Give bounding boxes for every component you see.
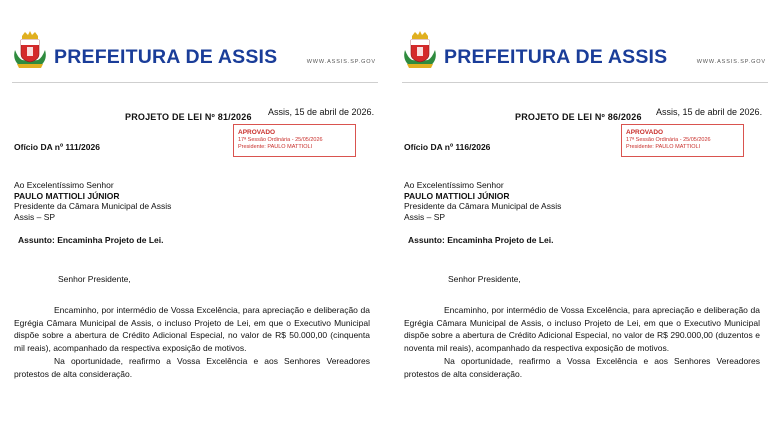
projeto-number: PROJETO DE LEI Nº 81/2026 bbox=[125, 112, 252, 122]
letter-body bbox=[404, 304, 760, 380]
body-paragraph-1: Encaminho, por intermédio de Vossa Excelência, para apreciação e deliberação da Egrégia Câmara Municipal de Assis, o incluso Projeto de Lei, em que o Executivo Municipal dispõe sobre a abertura de Crédito Adicional Especial, no valor de R$ 290.000,00 (duzentos e noventa mil reais), acompanhado da respectiva exposição de motivos. bbox=[404, 305, 760, 353]
letterhead bbox=[12, 30, 378, 74]
document-date: Assis, 15 de abril de 2026. bbox=[656, 107, 763, 117]
website-text: WWW.ASSIS.SP.GOV bbox=[696, 59, 766, 65]
header-divider bbox=[402, 82, 768, 83]
website-text: WWW.ASSIS.SP.GOV bbox=[306, 59, 376, 65]
letterhead bbox=[402, 30, 768, 74]
brand-title: PREFEITURA DE ASSIS bbox=[54, 46, 278, 68]
document-page-left bbox=[0, 0, 380, 432]
projeto-number: PROJETO DE LEI Nº 86/2026 bbox=[515, 112, 642, 122]
document-date: Assis, 15 de abril de 2026. bbox=[268, 107, 375, 117]
greeting: Senhor Presidente, bbox=[58, 274, 131, 284]
approval-stamp bbox=[233, 124, 356, 157]
oficio-number: Ofício DA nº 116/2026 bbox=[404, 142, 491, 152]
stamp-title: APROVADO bbox=[626, 129, 664, 136]
brand-title: PREFEITURA DE ASSIS bbox=[444, 46, 668, 68]
addressee-role: Presidente da Câmara Municipal de Assis bbox=[404, 201, 562, 211]
stamp-president: Presidente: PAULO MATTIOLI bbox=[238, 144, 313, 150]
addressee-city: Assis – SP bbox=[404, 211, 446, 222]
addressee-salutation: Ao Excelentíssimo Senhor bbox=[404, 180, 504, 190]
oficio-number: Ofício DA nº 111/2026 bbox=[14, 142, 100, 152]
letter-body bbox=[14, 304, 370, 380]
addressee-role: Presidente da Câmara Municipal de Assis bbox=[14, 201, 172, 211]
header-divider bbox=[12, 82, 378, 83]
stamp-title: APROVADO bbox=[238, 129, 276, 136]
addressee-city: Assis – SP bbox=[14, 211, 56, 222]
body-paragraph-2: Na oportunidade, reafirmo a Vossa Excelência e aos Senhores Vereadores protestos de alta consideração. bbox=[404, 356, 760, 379]
addressee-block bbox=[404, 180, 561, 222]
stamp-president: Presidente: PAULO MATTIOLI bbox=[626, 144, 701, 150]
municipal-crest-icon bbox=[402, 30, 438, 70]
body-paragraph-2: Na oportunidade, reafirmo a Vossa Excelência e aos Senhores Vereadores protestos de alta consideração. bbox=[14, 356, 370, 379]
addressee-name: PAULO MATTIOLI JÚNIOR bbox=[14, 190, 120, 201]
subject-line: Assunto: Encaminha Projeto de Lei. bbox=[18, 235, 164, 245]
addressee-name: PAULO MATTIOLI JÚNIOR bbox=[404, 190, 510, 201]
approval-stamp bbox=[621, 124, 744, 157]
addressee-block bbox=[14, 180, 171, 222]
addressee-salutation: Ao Excelentíssimo Senhor bbox=[14, 180, 114, 190]
greeting: Senhor Presidente, bbox=[448, 274, 521, 284]
municipal-crest-icon bbox=[12, 30, 48, 70]
stamp-session: 17ª Sessão Ordinária - 25/05/2026 bbox=[626, 137, 711, 143]
subject-line: Assunto: Encaminha Projeto de Lei. bbox=[408, 235, 554, 245]
body-paragraph-1: Encaminho, por intermédio de Vossa Excelência, para apreciação e deliberação da Egrégia Câmara Municipal de Assis, o incluso Projeto de Lei, em que o Executivo Municipal dispõe sobre a abertura de Crédito Adicional Especial, no valor de R$ 50.000,00 (cinquenta mil reais), acompanhado da respectiva exposição de motivos. bbox=[14, 305, 370, 353]
document-page-right bbox=[390, 0, 768, 432]
stamp-session: 17ª Sessão Ordinária - 25/05/2026 bbox=[238, 137, 323, 143]
